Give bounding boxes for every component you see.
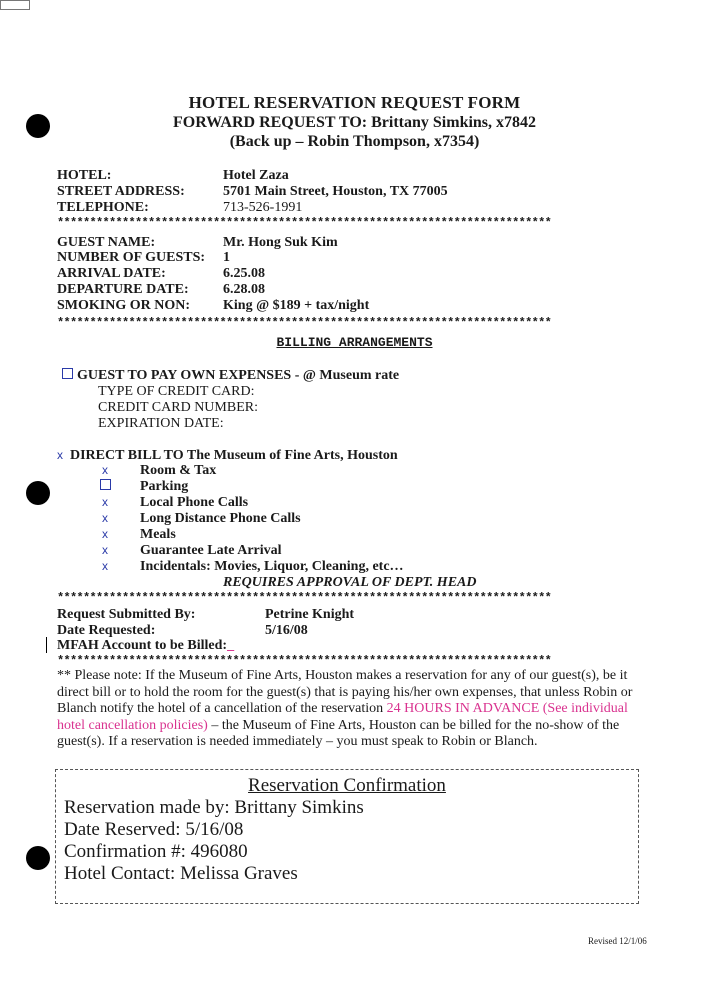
punch-hole-middle xyxy=(26,481,50,505)
guest-count-label: NUMBER OF GUESTS: xyxy=(57,250,206,265)
expiration-field: EXPIRATION DATE: xyxy=(98,416,224,431)
date-requested-value: 5/16/08 xyxy=(265,623,308,638)
hotel-label: HOTEL: xyxy=(57,168,112,183)
billing-item-label: Long Distance Phone Calls xyxy=(140,511,301,526)
confirmation-number: Confirmation #: 496080 xyxy=(64,841,248,862)
billing-item-checkbox xyxy=(98,479,112,495)
hotel-value: Hotel Zaza xyxy=(223,168,289,183)
note-highlight: 24 HOURS IN ADVANCE (See individual hotel cancellation policies) xyxy=(57,701,628,733)
guest-pay-label: GUEST TO PAY OWN EXPENSES - @ Museum rate xyxy=(77,368,400,383)
forward-request-line: FORWARD REQUEST TO: Brittany Simkins, x7842 xyxy=(172,114,537,131)
date-reserved: Date Reserved: 5/16/08 xyxy=(64,819,244,840)
billing-item-x-mark: x xyxy=(102,559,108,573)
billing-item-label: Local Phone Calls xyxy=(140,495,249,510)
submitted-row xyxy=(57,607,355,623)
guest-pay-option xyxy=(62,368,399,384)
date-requested-label: Date Requested: xyxy=(57,623,156,638)
separator-2: **************************************************************************** xyxy=(57,316,552,330)
form-title: HOTEL RESERVATION REQUEST FORM xyxy=(188,93,521,112)
card-type-field: TYPE OF CREDIT CARD: xyxy=(98,384,255,399)
requires-approval: REQUIRES APPROVAL OF DEPT. HEAD xyxy=(223,575,477,590)
punch-hole-bottom xyxy=(26,846,50,870)
separator-4: **************************************************************************** xyxy=(57,654,552,668)
direct-bill-option xyxy=(57,448,398,464)
smoking-value: King @ $189 + tax/night xyxy=(223,298,370,313)
separator-1: **************************************************************************** xyxy=(57,216,552,230)
arrival-value: 6.25.08 xyxy=(223,266,265,281)
card-number-field: CREDIT CARD NUMBER: xyxy=(98,400,258,415)
billing-item-x-mark: x xyxy=(102,527,108,541)
submitted-value: Petrine Knight xyxy=(265,607,355,622)
separator-3: **************************************************************************** xyxy=(57,591,552,605)
scan-stamp xyxy=(0,0,30,10)
hotel-contact: Hotel Contact: Melissa Graves xyxy=(64,863,298,884)
guest-name-label: GUEST NAME: xyxy=(57,235,156,250)
note-text-2: – the Museum of Fine Arts, Houston can be billed for the no-show of the guest(s). If a reservation is needed immediately – you must speak to Robin or Blanch. xyxy=(57,717,620,749)
billing-item-label: Guarantee Late Arrival xyxy=(140,543,282,558)
account-row xyxy=(57,638,234,654)
guest-pay-checkbox-icon xyxy=(62,368,73,379)
guest-name-value: Mr. Hong Suk Kim xyxy=(223,235,338,250)
unchecked-box-icon xyxy=(100,479,111,490)
billing-heading: BILLING ARRANGEMENTS xyxy=(276,335,433,350)
reservation-confirmation-box xyxy=(55,769,639,904)
telephone-value: 713-526-1991 xyxy=(223,200,303,215)
direct-bill-label: DIRECT BILL TO The Museum of Fine Arts, Houston xyxy=(70,448,398,463)
departure-label: DEPARTURE DATE: xyxy=(57,282,189,297)
billing-item-label: Incidentals: Movies, Liquor, Cleaning, etc… xyxy=(140,559,404,574)
departure-value: 6.28.08 xyxy=(223,282,265,297)
reservation-made-by: Reservation made by: Brittany Simkins xyxy=(64,797,364,818)
billing-item-label: Parking xyxy=(140,479,189,494)
note-text-1: ** Please note: If the Museum of Fine Arts, Houston makes a reservation for any of our guest(s), be it direct bill or to hold the room for the guest(s) that is paying his/her own expenses, that unless Robin or Blanch notify the hotel of a cancellation of the reservation xyxy=(57,668,633,716)
address-label: STREET ADDRESS: xyxy=(57,184,185,199)
account-label: MFAH Account to be Billed: xyxy=(57,638,228,653)
billing-item-x-mark: x xyxy=(102,543,108,557)
account-value-marker: _ xyxy=(227,638,235,653)
address-value: 5701 Main Street, Houston, TX 77005 xyxy=(223,184,448,199)
billing-item-x-mark: x xyxy=(102,511,108,525)
billing-item-label: Meals xyxy=(140,527,176,542)
smoking-label: SMOKING OR NON: xyxy=(57,298,190,313)
direct-bill-x-mark: x xyxy=(57,448,63,462)
submitted-label: Request Submitted By: xyxy=(57,607,196,622)
billing-item-x-mark: x xyxy=(102,495,108,509)
guest-count-value: 1 xyxy=(223,250,230,265)
cancellation-note xyxy=(57,668,657,751)
telephone-label: TELEPHONE: xyxy=(57,200,149,215)
billing-item-x-mark: x xyxy=(102,463,108,477)
backup-contact-line: (Back up – Robin Thompson, x7354) xyxy=(229,133,480,150)
revised-date: Revised 12/1/06 xyxy=(588,936,647,946)
margin-mark xyxy=(46,637,47,653)
billing-item-label: Room & Tax xyxy=(140,463,217,478)
confirmation-title: Reservation Confirmation xyxy=(248,775,446,796)
date-requested-row xyxy=(57,623,308,639)
arrival-label: ARRIVAL DATE: xyxy=(57,266,166,281)
